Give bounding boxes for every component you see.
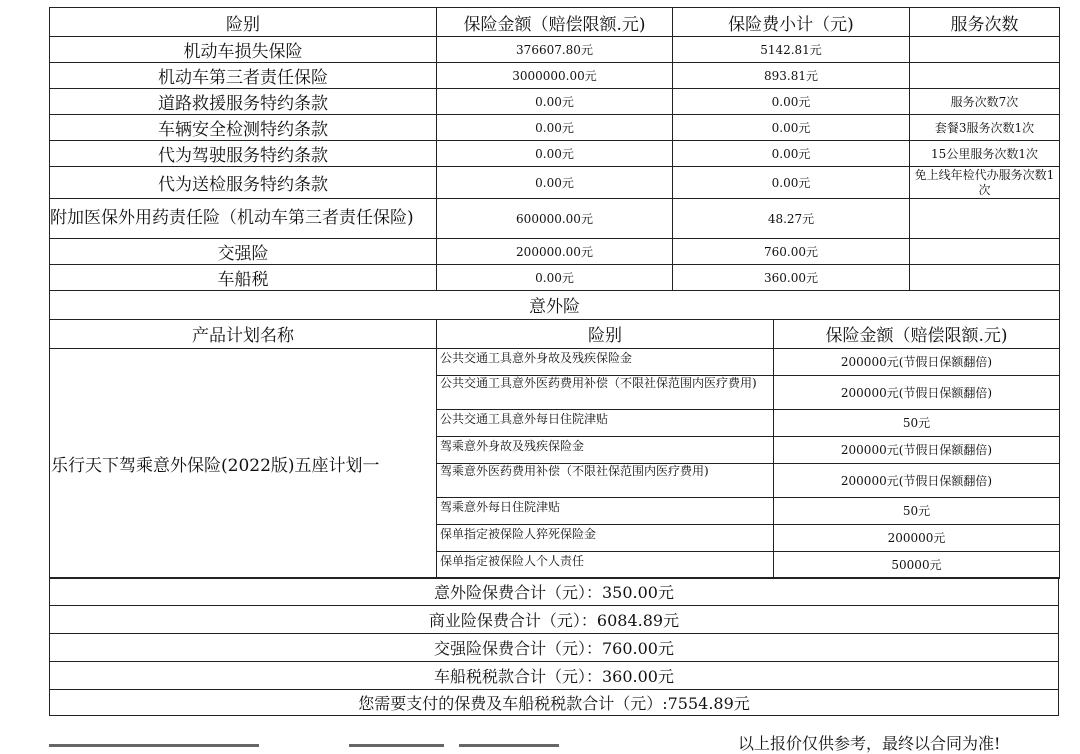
coverage-name: 驾乘意外身故及残疾保险金 [437, 436, 774, 463]
header-amount: 保险金额（赔偿限额.元) [774, 319, 1060, 348]
coverage-name: 代为驾驶服务特约条款 [50, 141, 437, 167]
coverage-name: 车辆安全检测特约条款 [50, 115, 437, 141]
commercial-premium-total: 商业险保费合计（元）：6084.89元 [50, 606, 1059, 634]
coverage-service: 套餐3服务次数1次 [910, 115, 1060, 141]
coverage-amount: 3000000.00元 [437, 63, 673, 89]
coverage-service [910, 199, 1060, 239]
coverage-premium: 0.00元 [673, 89, 910, 115]
coverage-amount: 200000元(节假日保额翻倍) [774, 375, 1060, 409]
coverage-amount: 0.00元 [437, 141, 673, 167]
coverage-amount: 50元 [774, 497, 1060, 524]
coverage-amount: 50元 [774, 409, 1060, 436]
coverage-service [910, 37, 1060, 63]
disclaimer-note: 以上报价仅供参考，最终以合同为准! [738, 734, 1001, 753]
header-service: 服务次数 [910, 8, 1060, 37]
coverage-service: 15公里服务次数1次 [910, 141, 1060, 167]
coverage-amount: 200000.00元 [437, 239, 673, 265]
coverage-name: 驾乘意外医药费用补偿（不限社保范围内医疗费用) [437, 463, 774, 497]
header-premium: 保险费小计（元) [673, 8, 910, 37]
coverage-premium: 893.81元 [673, 63, 910, 89]
plan-name: 乐行天下驾乘意外保险(2022版)五座计划一 [50, 348, 437, 578]
accident-section-title: 意外险 [50, 290, 1060, 319]
coverage-amount: 200000元 [774, 524, 1060, 551]
coverage-premium: 760.00元 [673, 239, 910, 265]
coverage-name: 车船税 [50, 265, 437, 291]
coverage-service: 免上线年检代办服务次数1次 [910, 167, 1060, 199]
vehicle-tax-total: 车船税税款合计（元）：360.00元 [50, 662, 1059, 690]
coverage-name: 驾乘意外每日住院津贴 [437, 497, 774, 524]
table-row [50, 265, 1060, 291]
coverage-premium: 48.27元 [673, 199, 910, 239]
coverage-name: 公共交通工具意外每日住院津贴 [437, 409, 774, 436]
coverage-service [910, 265, 1060, 291]
coverage-name: 交强险 [50, 239, 437, 265]
coverage-amount: 376607.80元 [437, 37, 673, 63]
coverage-premium: 360.00元 [673, 265, 910, 291]
table-row [50, 167, 1060, 199]
coverage-name: 公共交通工具意外身故及残疾保险金 [437, 348, 774, 375]
coverage-name: 附加医保外用药责任险（机动车第三者责任保险) [50, 199, 437, 239]
coverage-service [910, 239, 1060, 265]
motor-header-row [50, 8, 1060, 37]
table-row [50, 89, 1060, 115]
coverage-amount: 200000元(节假日保额翻倍) [774, 348, 1060, 375]
cut-off-text-strip [49, 744, 609, 752]
coverage-premium: 0.00元 [673, 115, 910, 141]
table-row [50, 199, 1060, 239]
coverage-amount: 200000元(节假日保额翻倍) [774, 463, 1060, 497]
header-plan-name: 产品计划名称 [50, 319, 437, 348]
table-row [50, 141, 1060, 167]
table-row [50, 37, 1060, 63]
compulsory-premium-total: 交强险保费合计（元）：760.00元 [50, 634, 1059, 662]
table-row [50, 239, 1060, 265]
coverage-service [910, 63, 1060, 89]
coverage-amount: 0.00元 [437, 89, 673, 115]
totals-table [49, 577, 1059, 716]
coverage-premium: 5142.81元 [673, 37, 910, 63]
coverage-amount: 0.00元 [437, 167, 673, 199]
coverage-amount: 0.00元 [437, 265, 673, 291]
table-row [50, 115, 1060, 141]
motor-insurance-table [49, 7, 1060, 291]
coverage-amount: 50000元 [774, 551, 1060, 578]
header-amount: 保险金额（赔偿限额.元) [437, 8, 673, 37]
coverage-name: 保单指定被保险人个人责任 [437, 551, 774, 578]
table-row [50, 348, 1060, 375]
accident-header-row [50, 319, 1060, 348]
coverage-name: 代为送检服务特约条款 [50, 167, 437, 199]
quote-document [49, 7, 1059, 716]
coverage-name: 公共交通工具意外医药费用补偿（不限社保范围内医疗费用) [437, 375, 774, 409]
coverage-amount: 0.00元 [437, 115, 673, 141]
coverage-amount: 200000元(节假日保额翻倍) [774, 436, 1060, 463]
coverage-service: 服务次数7次 [910, 89, 1060, 115]
coverage-name: 机动车第三者责任保险 [50, 63, 437, 89]
coverage-name: 机动车损失保险 [50, 37, 437, 63]
accident-premium-total: 意外险保费合计（元）：350.00元 [50, 578, 1059, 606]
header-coverage: 险别 [50, 8, 437, 37]
table-row [50, 63, 1060, 89]
grand-total: 您需要支付的保费及车船税税款合计（元）:7554.89元 [50, 690, 1059, 716]
accident-insurance-table [49, 290, 1060, 579]
coverage-name: 道路救援服务特约条款 [50, 89, 437, 115]
coverage-amount: 600000.00元 [437, 199, 673, 239]
coverage-premium: 0.00元 [673, 167, 910, 199]
coverage-premium: 0.00元 [673, 141, 910, 167]
coverage-name: 保单指定被保险人猝死保险金 [437, 524, 774, 551]
header-coverage: 险别 [437, 319, 774, 348]
accident-title-row [50, 290, 1060, 319]
